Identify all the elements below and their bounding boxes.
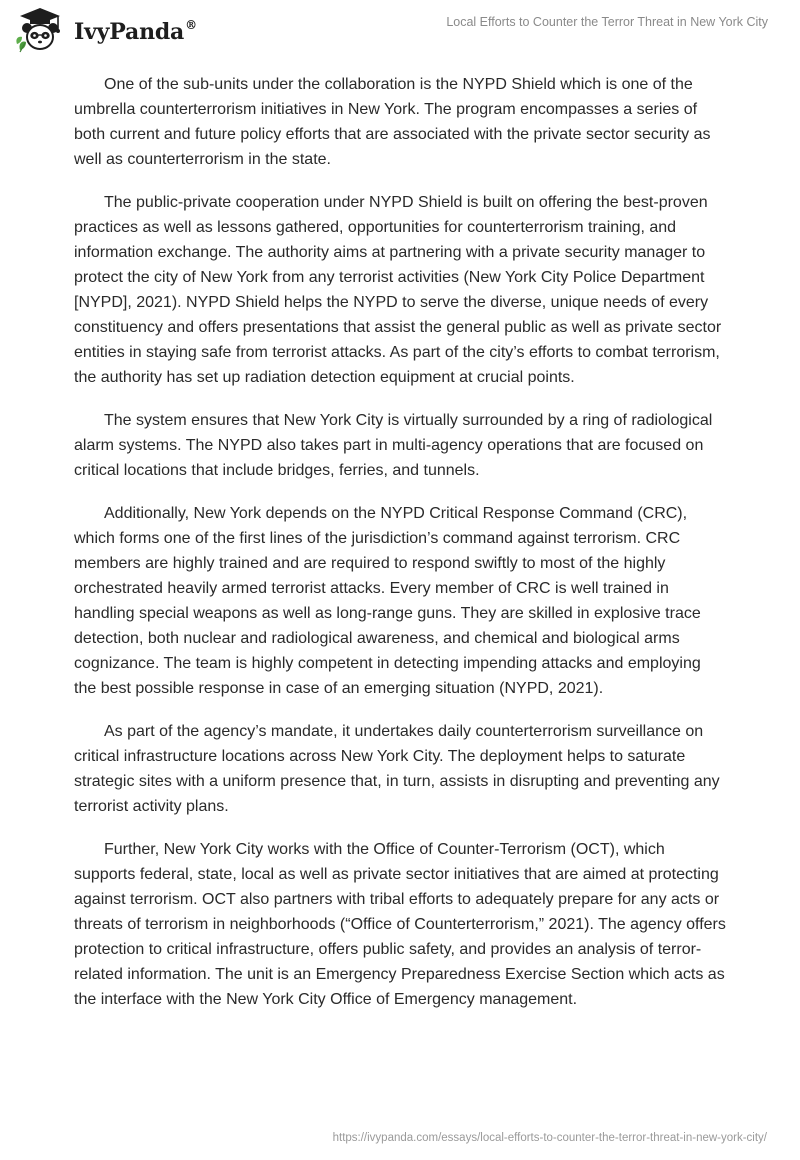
source-url[interactable]: https://ivypanda.com/essays/local-efforts-to-counter-the-terror-threat-in-new-york-city/	[332, 1132, 767, 1144]
paragraph: The public-private cooperation under NYPD Shield is built on offering the best-proven practices as well as lessons gathered, opportunities for counterterrorism training, and information exchange. The authority aims at partnering with a private security manager to protect the city of New York from any terrorist activities (New York City Police Department [NYPD], 2021). NYPD Shield helps the NYPD to serve the diverse, unique needs of every constituency and offers presentations that assist the general public as well as private sector entities in staying safe from terrorist attacks. As part of the city’s efforts to combat terrorism, the authority has set up radiation detection equipment at crucial points.	[74, 194, 722, 386]
ivypanda-logo[interactable]	[14, 6, 204, 56]
paragraph: One of the sub-units under the collaboration is the NYPD Shield which is one of the umbrella counterterrorism initiatives in New York. The program encompasses a series of both current and future policy efforts that are associated with the private sector security as well as counterterrorism in the state.	[74, 76, 711, 168]
panda-graduate-icon	[14, 6, 66, 56]
essay-body	[74, 72, 726, 1030]
paragraph: Further, New York City works with the Office of Counter-Terrorism (OCT), which supports federal, state, local as well as private sector initiatives that are aimed at protecting against terrorism. OCT also partners with tribal efforts to adequately prepare for any acts or threats of terrorism in neighborhoods (“Office of Counterterrorism,” 2021). The agency offers protection to critical infrastructure, offers public safety, and provides an analysis of terror-related information. The unit is an Emergency Preparedness Exercise Section which acts as the interface with the New York City Office of Emergency management.	[74, 841, 726, 1008]
paragraph: Additionally, New York depends on the NYPD Critical Response Command (CRC), which forms one of the first lines of the jurisdiction’s command against terrorism. CRC members are highly trained and are required to respond swiftly to most of the highly orchestrated heavily armed terrorist attacks. Every member of CRC is well trained in handling special weapons as well as long-range guns. They are skilled in explosive trace detection, both nuclear and radiological awareness, and chemical and biological arms cognizance. The team is highly competent in detecting impending attacks and employing the best possible response in case of an emerging situation (NYPD, 2021).	[74, 505, 701, 697]
paragraph: The system ensures that New York City is virtually surrounded by a ring of radiological alarm systems. The NYPD also takes part in multi-agency operations that are focused on critical locations that include bridges, ferries, and tunnels.	[74, 412, 713, 479]
logo-wordmark: IvyPanda®	[74, 17, 197, 45]
page-header	[0, 0, 800, 64]
paragraph: As part of the agency’s mandate, it undertakes daily counterterrorism surveillance on critical infrastructure locations across New York City. The deployment helps to saturate strategic sites with a uniform presence that, in turn, assists in disrupting and preventing any terrorist activity plans.	[74, 723, 720, 815]
document-title: Local Efforts to Counter the Terror Threat in New York City	[446, 15, 768, 29]
